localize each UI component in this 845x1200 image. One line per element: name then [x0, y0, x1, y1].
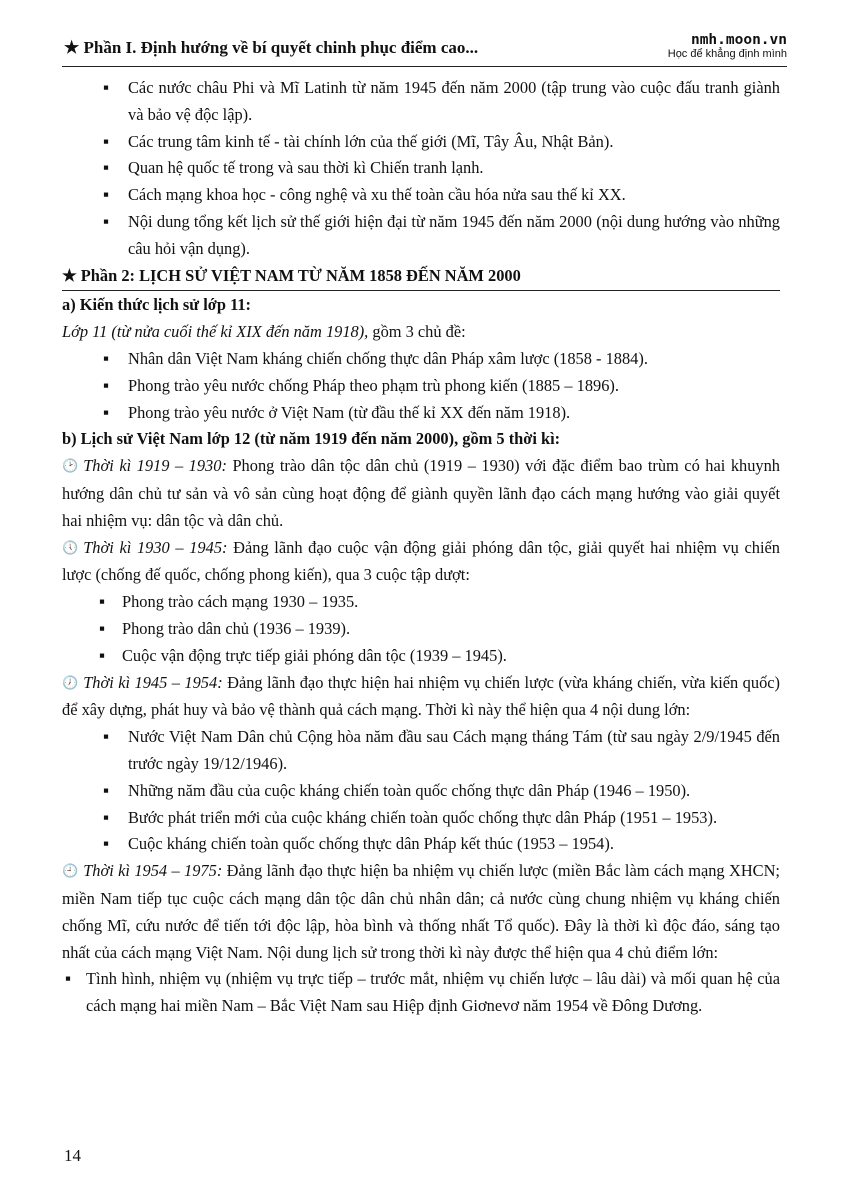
- list-item: ▪ Các nước châu Phi và Mĩ Latinh từ năm 1945 đến năm 2000 (tập trung vào cuộc đấu tranh giành và bảo vệ độc lập).: [62, 75, 780, 129]
- period-label: Thời kì 1945 – 1954:: [83, 672, 223, 692]
- list-item: ▪ Tình hình, nhiệm vụ (nhiệm vụ trực tiếp – trước mắt, nhiệm vụ chiến lược – lâu dài) và mối quan hệ của cách mạng hai miền Nam – Bắc Việt Nam sau Hiệp định Giơnevơ năm 1954 về Đông Dương.: [62, 966, 780, 1020]
- intro-a-italic: Lớp 11 (từ nửa cuối thế kỉ XIX đến năm 1918),: [62, 322, 369, 342]
- intro-a-rest: gồm 3 chủ đề:: [368, 322, 466, 342]
- period-text: Phong trào dân tộc dân chủ (1919 – 1930) với đặc điểm bao trùm có hai khuynh hướng dân chủ tư sản và vô sản cùng hoạt động để giành quyền lãnh đạo cách mạng hướng vào giải quyết hai nhiệm vụ: dân tộc và dân chủ.: [62, 456, 780, 530]
- header-title: ★ Phần I. Định hướng về bí quyết chinh phục điểm cao...: [64, 38, 479, 57]
- list-item: ▪ Bước phát triển mới của cuộc kháng chiến toàn quốc chống thực dân Pháp (1951 – 1953).: [62, 805, 780, 832]
- page-number: 14: [64, 1146, 81, 1165]
- list-item: ▪ Nội dung tổng kết lịch sử thế giới hiện đại từ năm 1945 đến năm 2000 (nội dung hướng vào những câu hỏi vận dụng).: [62, 209, 780, 263]
- period-text: Đảng lãnh đạo thực hiện ba nhiệm vụ chiến lược (miền Bắc làm cách mạng XHCN; miền Nam tiếp tục cuộc cách mạng dân tộc dân chủ nhân dân; cả nước cùng chung nhiệm vụ kháng chiến chống Mĩ, cứu nước để tiến tới độc lập, hòa bình và thống nhất Tổ quốc). Đây là thời kì độc đáo, sáng tạo nhất của cách mạng Việt Nam. Nội dung lịch sử trong thời kì này được thể hiện qua 4 chủ điểm lớn:: [62, 861, 780, 962]
- period-label: Thời kì 1930 – 1945:: [83, 537, 228, 557]
- period-paragraph: [62, 670, 780, 725]
- list-item: ▪ Các trung tâm kinh tế - tài chính lớn của thế giới (Mĩ, Tây Âu, Nhật Bản).: [62, 129, 780, 156]
- period-paragraph: [62, 453, 780, 534]
- list-item: ▪ Phong trào yêu nước ở Việt Nam (từ đầu thế kỉ XX đến năm 1918).: [62, 400, 780, 427]
- clock-icon: 🕘: [62, 864, 79, 880]
- brand-tagline: Học để khẳng định mình: [667, 48, 787, 60]
- period-text: Đảng lãnh đạo cuộc vận động giải phóng dân tộc, giải quyết hai nhiệm vụ chiến lược (chống đế quốc, chống phong kiến), qua 3 cuộc tập dượt:: [62, 537, 780, 585]
- page-content: [62, 75, 780, 1020]
- period-paragraph: [62, 858, 780, 966]
- period-paragraph: [62, 535, 780, 590]
- period-label: Thời kì 1954 – 1975:: [83, 861, 223, 881]
- list-item: ▪ Cuộc vận động trực tiếp giải phóng dân tộc (1939 – 1945).: [62, 643, 780, 670]
- heading-b: b) Lịch sử Việt Nam lớp 12 (từ năm 1919 đến năm 2000), gồm 5 thời kì:: [62, 429, 561, 449]
- list-item: ▪ Nước Việt Nam Dân chủ Cộng hòa năm đầu sau Cách mạng tháng Tám (từ sau ngày 2/9/1945 đến trước ngày 19/12/1946).: [62, 724, 780, 778]
- list-item: ▪ Cách mạng khoa học - công nghệ và xu thế toàn cầu hóa nửa sau thế kỉ XX.: [62, 182, 780, 209]
- clock-icon: 🕔: [62, 540, 79, 556]
- clock-icon: 🕑: [62, 459, 79, 475]
- page-header: [62, 32, 787, 67]
- list-item: ▪ Nhân dân Việt Nam kháng chiến chống thực dân Pháp xâm lược (1858 - 1884).: [62, 346, 780, 373]
- list-item: ▪ Những năm đầu của cuộc kháng chiến toàn quốc chống thực dân Pháp (1946 – 1950).: [62, 778, 780, 805]
- period-text: Đảng lãnh đạo thực hiện hai nhiệm vụ chiến lược (vừa kháng chiến, vừa kiến quốc) để xây dựng, phát huy và bảo vệ thành quả cách mạng. Thời kì này thể hiện qua 4 nội dung lớn:: [62, 672, 780, 720]
- section-title-part2: ★ Phần 2: LỊCH SỬ VIỆT NAM TỪ NĂM 1858 ĐẾN NĂM 2000: [62, 263, 780, 292]
- list-item: ▪ Cuộc kháng chiến toàn quốc chống thực dân Pháp kết thúc (1953 – 1954).: [62, 831, 780, 858]
- list-item: ▪ Quan hệ quốc tế trong và sau thời kì Chiến tranh lạnh.: [62, 155, 780, 182]
- list-item: ▪ Phong trào yêu nước chống Pháp theo phạm trù phong kiến (1885 – 1896).: [62, 373, 780, 400]
- intro-a: [62, 319, 780, 346]
- list-item: ▪ Phong trào dân chủ (1936 – 1939).: [62, 616, 780, 643]
- heading-a: a) Kiến thức lịch sử lớp 11:: [62, 295, 252, 315]
- brand-name: nmh.moon.vn: [690, 32, 787, 48]
- list-item: ▪ Phong trào cách mạng 1930 – 1935.: [62, 589, 780, 616]
- clock-icon: 🕖: [62, 675, 79, 691]
- brand-block: [668, 32, 787, 61]
- period-label: Thời kì 1919 – 1930:: [83, 456, 227, 476]
